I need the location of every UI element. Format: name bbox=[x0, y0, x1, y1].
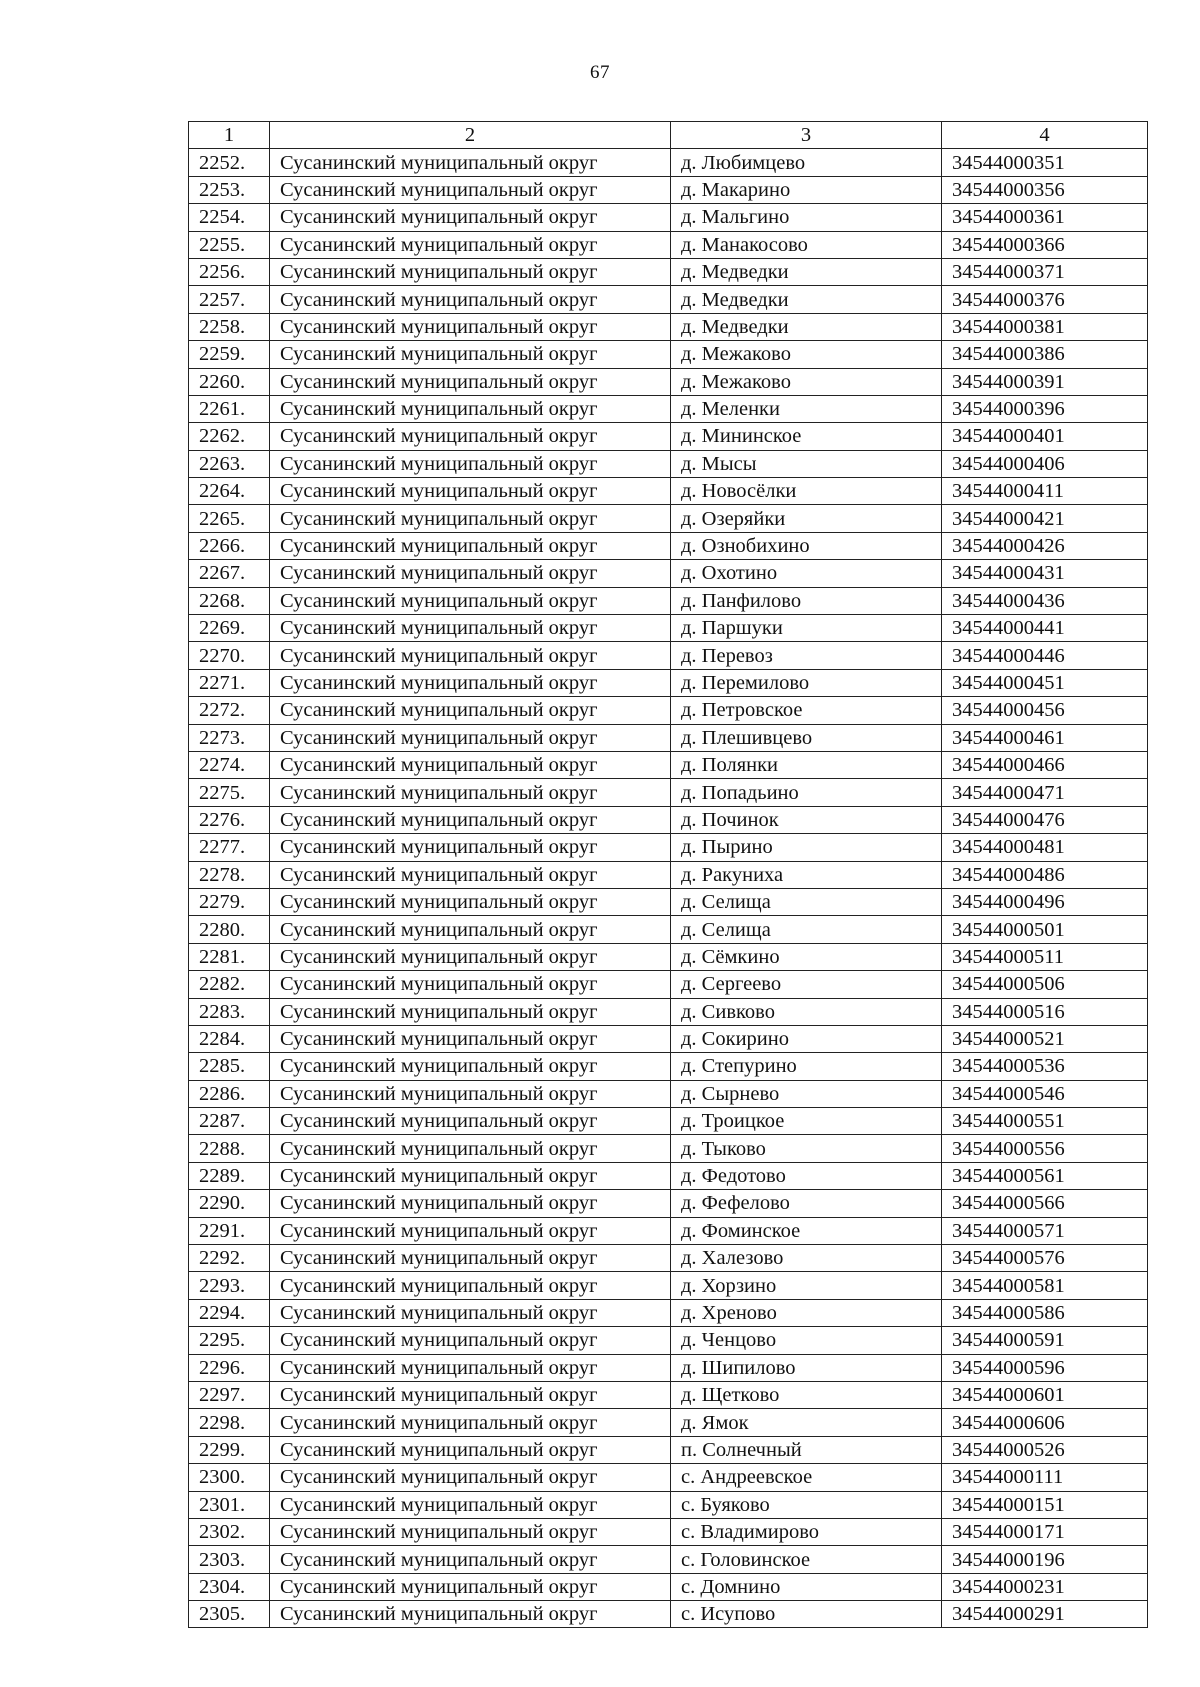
settlement-cell: д. Перемилово bbox=[671, 669, 942, 696]
settlement-cell: д. Медведки bbox=[671, 258, 942, 285]
table-row bbox=[189, 587, 1148, 614]
district-cell: Сусанинский муниципальный округ bbox=[270, 1464, 671, 1491]
table-body bbox=[189, 149, 1148, 1628]
row-number-cell: 2261. bbox=[189, 395, 270, 422]
row-number-cell: 2273. bbox=[189, 724, 270, 751]
table-row bbox=[189, 971, 1148, 998]
table-row bbox=[189, 861, 1148, 888]
table-row bbox=[189, 1464, 1148, 1491]
code-cell: 34544000401 bbox=[942, 423, 1148, 450]
settlement-cell: д. Попадьино bbox=[671, 779, 942, 806]
code-cell: 34544000456 bbox=[942, 697, 1148, 724]
code-cell: 34544000171 bbox=[942, 1518, 1148, 1545]
table-row bbox=[189, 615, 1148, 642]
settlement-cell: д. Охотино bbox=[671, 560, 942, 587]
row-number-cell: 2265. bbox=[189, 505, 270, 532]
table-row bbox=[189, 1409, 1148, 1436]
row-number-cell: 2262. bbox=[189, 423, 270, 450]
code-cell: 34544000581 bbox=[942, 1272, 1148, 1299]
district-cell: Сусанинский муниципальный округ bbox=[270, 751, 671, 778]
table-row bbox=[189, 478, 1148, 505]
code-cell: 34544000481 bbox=[942, 834, 1148, 861]
table-row bbox=[189, 204, 1148, 231]
row-number-cell: 2253. bbox=[189, 176, 270, 203]
district-cell: Сусанинский муниципальный округ bbox=[270, 1327, 671, 1354]
district-cell: Сусанинский муниципальный округ bbox=[270, 1190, 671, 1217]
district-cell: Сусанинский муниципальный округ bbox=[270, 669, 671, 696]
row-number-cell: 2256. bbox=[189, 258, 270, 285]
settlement-cell: д. Степурино bbox=[671, 1053, 942, 1080]
district-cell: Сусанинский муниципальный округ bbox=[270, 532, 671, 559]
row-number-cell: 2288. bbox=[189, 1135, 270, 1162]
settlement-cell: д. Фоминское bbox=[671, 1217, 942, 1244]
settlement-cell: д. Плешивцево bbox=[671, 724, 942, 751]
code-cell: 34544000601 bbox=[942, 1381, 1148, 1408]
settlement-cell: с. Владимирово bbox=[671, 1518, 942, 1545]
district-cell: Сусанинский муниципальный округ bbox=[270, 176, 671, 203]
code-cell: 34544000461 bbox=[942, 724, 1148, 751]
settlement-cell: с. Головинское bbox=[671, 1546, 942, 1573]
code-cell: 34544000596 bbox=[942, 1354, 1148, 1381]
settlement-cell: д. Ямок bbox=[671, 1409, 942, 1436]
code-cell: 34544000436 bbox=[942, 587, 1148, 614]
table-row bbox=[189, 1491, 1148, 1518]
settlement-cell: д. Федотово bbox=[671, 1162, 942, 1189]
code-cell: 34544000446 bbox=[942, 642, 1148, 669]
row-number-cell: 2257. bbox=[189, 286, 270, 313]
table-row bbox=[189, 724, 1148, 751]
code-cell: 34544000366 bbox=[942, 231, 1148, 258]
row-number-cell: 2252. bbox=[189, 149, 270, 176]
district-cell: Сусанинский муниципальный округ bbox=[270, 615, 671, 642]
table-row bbox=[189, 176, 1148, 203]
code-cell: 34544000571 bbox=[942, 1217, 1148, 1244]
district-cell: Сусанинский муниципальный округ bbox=[270, 258, 671, 285]
settlement-cell: д. Сокирино bbox=[671, 1025, 942, 1052]
table-row bbox=[189, 423, 1148, 450]
row-number-cell: 2276. bbox=[189, 806, 270, 833]
table-row bbox=[189, 368, 1148, 395]
row-number-cell: 2280. bbox=[189, 916, 270, 943]
row-number-cell: 2277. bbox=[189, 834, 270, 861]
row-number-cell: 2269. bbox=[189, 615, 270, 642]
code-cell: 34544000471 bbox=[942, 779, 1148, 806]
district-cell: Сусанинский муниципальный округ bbox=[270, 998, 671, 1025]
district-cell: Сусанинский муниципальный округ bbox=[270, 834, 671, 861]
settlement-cell: д. Макарино bbox=[671, 176, 942, 203]
column-header: 3 bbox=[671, 122, 942, 149]
table-row bbox=[189, 450, 1148, 477]
column-header: 2 bbox=[270, 122, 671, 149]
district-cell: Сусанинский муниципальный округ bbox=[270, 149, 671, 176]
row-number-cell: 2254. bbox=[189, 204, 270, 231]
district-cell: Сусанинский муниципальный округ bbox=[270, 1436, 671, 1463]
district-cell: Сусанинский муниципальный округ bbox=[270, 478, 671, 505]
district-cell: Сусанинский муниципальный округ bbox=[270, 1025, 671, 1052]
district-cell: Сусанинский муниципальный округ bbox=[270, 560, 671, 587]
settlement-cell: д. Халезово bbox=[671, 1245, 942, 1272]
row-number-cell: 2285. bbox=[189, 1053, 270, 1080]
table-row bbox=[189, 1108, 1148, 1135]
district-cell: Сусанинский муниципальный округ bbox=[270, 395, 671, 422]
district-cell: Сусанинский муниципальный округ bbox=[270, 971, 671, 998]
code-cell: 34544000406 bbox=[942, 450, 1148, 477]
settlement-cell: д. Мысы bbox=[671, 450, 942, 477]
table-row bbox=[189, 1053, 1148, 1080]
code-cell: 34544000361 bbox=[942, 204, 1148, 231]
district-cell: Сусанинский муниципальный округ bbox=[270, 286, 671, 313]
row-number-cell: 2300. bbox=[189, 1464, 270, 1491]
table-row bbox=[189, 395, 1148, 422]
settlement-cell: с. Буяково bbox=[671, 1491, 942, 1518]
settlement-cell: д. Любимцево bbox=[671, 149, 942, 176]
table-row bbox=[189, 1601, 1148, 1628]
row-number-cell: 2263. bbox=[189, 450, 270, 477]
settlement-cell: д. Щетково bbox=[671, 1381, 942, 1408]
code-cell: 34544000476 bbox=[942, 806, 1148, 833]
table-row bbox=[189, 697, 1148, 724]
district-cell: Сусанинский муниципальный округ bbox=[270, 313, 671, 340]
table-row bbox=[189, 1162, 1148, 1189]
table-row bbox=[189, 1436, 1148, 1463]
row-number-cell: 2297. bbox=[189, 1381, 270, 1408]
code-cell: 34544000196 bbox=[942, 1546, 1148, 1573]
code-cell: 34544000496 bbox=[942, 888, 1148, 915]
district-cell: Сусанинский муниципальный округ bbox=[270, 1354, 671, 1381]
district-cell: Сусанинский муниципальный округ bbox=[270, 341, 671, 368]
settlement-cell: д. Сырнево bbox=[671, 1080, 942, 1107]
settlement-cell: д. Починок bbox=[671, 806, 942, 833]
row-number-cell: 2274. bbox=[189, 751, 270, 778]
row-number-cell: 2281. bbox=[189, 943, 270, 970]
settlement-cell: д. Озеряйки bbox=[671, 505, 942, 532]
settlement-cell: д. Межаково bbox=[671, 341, 942, 368]
row-number-cell: 2255. bbox=[189, 231, 270, 258]
settlement-cell: д. Манакосово bbox=[671, 231, 942, 258]
district-cell: Сусанинский муниципальный округ bbox=[270, 423, 671, 450]
settlement-cell: д. Межаково bbox=[671, 368, 942, 395]
row-number-cell: 2295. bbox=[189, 1327, 270, 1354]
table-row bbox=[189, 1025, 1148, 1052]
row-number-cell: 2292. bbox=[189, 1245, 270, 1272]
district-cell: Сусанинский муниципальный округ bbox=[270, 450, 671, 477]
table-row bbox=[189, 505, 1148, 532]
settlement-cell: д. Мальгино bbox=[671, 204, 942, 231]
row-number-cell: 2284. bbox=[189, 1025, 270, 1052]
column-header: 4 bbox=[942, 122, 1148, 149]
row-number-cell: 2278. bbox=[189, 861, 270, 888]
district-cell: Сусанинский муниципальный округ bbox=[270, 1299, 671, 1326]
settlement-cell: с. Андреевское bbox=[671, 1464, 942, 1491]
table-row bbox=[189, 313, 1148, 340]
table-row bbox=[189, 642, 1148, 669]
district-cell: Сусанинский муниципальный округ bbox=[270, 1217, 671, 1244]
district-cell: Сусанинский муниципальный округ bbox=[270, 1409, 671, 1436]
settlement-cell: д. Хорзино bbox=[671, 1272, 942, 1299]
code-cell: 34544000231 bbox=[942, 1573, 1148, 1600]
settlement-cell: д. Новосёлки bbox=[671, 478, 942, 505]
district-cell: Сусанинский муниципальный округ bbox=[270, 1546, 671, 1573]
settlement-cell: д. Меленки bbox=[671, 395, 942, 422]
district-cell: Сусанинский муниципальный округ bbox=[270, 505, 671, 532]
row-number-cell: 2275. bbox=[189, 779, 270, 806]
row-number-cell: 2299. bbox=[189, 1436, 270, 1463]
row-number-cell: 2301. bbox=[189, 1491, 270, 1518]
table-row bbox=[189, 1272, 1148, 1299]
code-cell: 34544000576 bbox=[942, 1245, 1148, 1272]
district-cell: Сусанинский муниципальный округ bbox=[270, 1108, 671, 1135]
code-cell: 34544000561 bbox=[942, 1162, 1148, 1189]
district-cell: Сусанинский муниципальный округ bbox=[270, 697, 671, 724]
code-cell: 34544000421 bbox=[942, 505, 1148, 532]
code-cell: 34544000511 bbox=[942, 943, 1148, 970]
row-number-cell: 2304. bbox=[189, 1573, 270, 1600]
district-cell: Сусанинский муниципальный округ bbox=[270, 642, 671, 669]
code-cell: 34544000391 bbox=[942, 368, 1148, 395]
district-cell: Сусанинский муниципальный округ bbox=[270, 1381, 671, 1408]
row-number-cell: 2270. bbox=[189, 642, 270, 669]
settlement-cell: д. Мининское bbox=[671, 423, 942, 450]
row-number-cell: 2272. bbox=[189, 697, 270, 724]
table-row bbox=[189, 998, 1148, 1025]
row-number-cell: 2283. bbox=[189, 998, 270, 1025]
code-cell: 34544000516 bbox=[942, 998, 1148, 1025]
code-cell: 34544000426 bbox=[942, 532, 1148, 559]
table-row bbox=[189, 1080, 1148, 1107]
code-cell: 34544000486 bbox=[942, 861, 1148, 888]
code-cell: 34544000356 bbox=[942, 176, 1148, 203]
code-cell: 34544000521 bbox=[942, 1025, 1148, 1052]
table-row bbox=[189, 231, 1148, 258]
code-cell: 34544000586 bbox=[942, 1299, 1148, 1326]
table-row bbox=[189, 1217, 1148, 1244]
row-number-cell: 2291. bbox=[189, 1217, 270, 1244]
table-row bbox=[189, 1135, 1148, 1162]
settlement-cell: д. Ченцово bbox=[671, 1327, 942, 1354]
settlement-cell: д. Медведки bbox=[671, 313, 942, 340]
code-cell: 34544000536 bbox=[942, 1053, 1148, 1080]
code-cell: 34544000371 bbox=[942, 258, 1148, 285]
row-number-cell: 2298. bbox=[189, 1409, 270, 1436]
row-number-cell: 2302. bbox=[189, 1518, 270, 1545]
code-cell: 34544000551 bbox=[942, 1108, 1148, 1135]
code-cell: 34544000546 bbox=[942, 1080, 1148, 1107]
header-row bbox=[189, 122, 1148, 149]
row-number-cell: 2290. bbox=[189, 1190, 270, 1217]
row-number-cell: 2282. bbox=[189, 971, 270, 998]
settlement-cell: д. Шипилово bbox=[671, 1354, 942, 1381]
district-cell: Сусанинский муниципальный округ bbox=[270, 724, 671, 751]
district-cell: Сусанинский муниципальный округ bbox=[270, 861, 671, 888]
district-cell: Сусанинский муниципальный округ bbox=[270, 204, 671, 231]
table-row bbox=[189, 751, 1148, 778]
code-cell: 34544000411 bbox=[942, 478, 1148, 505]
table-row bbox=[189, 532, 1148, 559]
table-row bbox=[189, 888, 1148, 915]
district-cell: Сусанинский муниципальный округ bbox=[270, 1053, 671, 1080]
row-number-cell: 2286. bbox=[189, 1080, 270, 1107]
row-number-cell: 2294. bbox=[189, 1299, 270, 1326]
table-row bbox=[189, 560, 1148, 587]
table-row bbox=[189, 1190, 1148, 1217]
code-cell: 34544000466 bbox=[942, 751, 1148, 778]
table-row bbox=[189, 943, 1148, 970]
district-cell: Сусанинский муниципальный округ bbox=[270, 1080, 671, 1107]
row-number-cell: 2266. bbox=[189, 532, 270, 559]
code-cell: 34544000376 bbox=[942, 286, 1148, 313]
table-row bbox=[189, 806, 1148, 833]
row-number-cell: 2287. bbox=[189, 1108, 270, 1135]
settlement-cell: с. Домнино bbox=[671, 1573, 942, 1600]
code-cell: 34544000381 bbox=[942, 313, 1148, 340]
settlement-cell: д. Полянки bbox=[671, 751, 942, 778]
settlement-cell: д. Хреново bbox=[671, 1299, 942, 1326]
settlement-cell: д. Фефелово bbox=[671, 1190, 942, 1217]
row-number-cell: 2289. bbox=[189, 1162, 270, 1189]
district-cell: Сусанинский муниципальный округ bbox=[270, 779, 671, 806]
district-cell: Сусанинский муниципальный округ bbox=[270, 888, 671, 915]
settlement-cell: д. Селища bbox=[671, 916, 942, 943]
table-row bbox=[189, 341, 1148, 368]
settlement-cell: д. Панфилово bbox=[671, 587, 942, 614]
row-number-cell: 2259. bbox=[189, 341, 270, 368]
registry-table bbox=[188, 121, 1148, 1628]
district-cell: Сусанинский муниципальный округ bbox=[270, 1245, 671, 1272]
settlement-cell: д. Медведки bbox=[671, 286, 942, 313]
table-row bbox=[189, 1573, 1148, 1600]
row-number-cell: 2305. bbox=[189, 1601, 270, 1628]
settlement-cell: д. Перевоз bbox=[671, 642, 942, 669]
code-cell: 34544000451 bbox=[942, 669, 1148, 696]
settlement-cell: д. Тыково bbox=[671, 1135, 942, 1162]
table-row bbox=[189, 1518, 1148, 1545]
row-number-cell: 2260. bbox=[189, 368, 270, 395]
table-row bbox=[189, 286, 1148, 313]
row-number-cell: 2264. bbox=[189, 478, 270, 505]
code-cell: 34544000396 bbox=[942, 395, 1148, 422]
code-cell: 34544000606 bbox=[942, 1409, 1148, 1436]
code-cell: 34544000526 bbox=[942, 1436, 1148, 1463]
table-row bbox=[189, 916, 1148, 943]
table-row bbox=[189, 1354, 1148, 1381]
code-cell: 34544000501 bbox=[942, 916, 1148, 943]
settlement-cell: д. Сергеево bbox=[671, 971, 942, 998]
settlement-cell: д. Селища bbox=[671, 888, 942, 915]
code-cell: 34544000566 bbox=[942, 1190, 1148, 1217]
district-cell: Сусанинский муниципальный округ bbox=[270, 916, 671, 943]
code-cell: 34544000151 bbox=[942, 1491, 1148, 1518]
row-number-cell: 2271. bbox=[189, 669, 270, 696]
settlement-cell: д. Троицкое bbox=[671, 1108, 942, 1135]
settlement-cell: д. Сивково bbox=[671, 998, 942, 1025]
row-number-cell: 2303. bbox=[189, 1546, 270, 1573]
settlement-cell: д. Паршуки bbox=[671, 615, 942, 642]
code-cell: 34544000506 bbox=[942, 971, 1148, 998]
settlement-cell: д. Ракуниха bbox=[671, 861, 942, 888]
page-number: 67 bbox=[590, 62, 610, 83]
code-cell: 34544000351 bbox=[942, 149, 1148, 176]
settlement-cell: п. Солнечный bbox=[671, 1436, 942, 1463]
table-row bbox=[189, 1245, 1148, 1272]
district-cell: Сусанинский муниципальный округ bbox=[270, 231, 671, 258]
settlement-cell: д. Ознобихино bbox=[671, 532, 942, 559]
settlement-cell: д. Петровское bbox=[671, 697, 942, 724]
row-number-cell: 2268. bbox=[189, 587, 270, 614]
code-cell: 34544000111 bbox=[942, 1464, 1148, 1491]
code-cell: 34544000291 bbox=[942, 1601, 1148, 1628]
district-cell: Сусанинский муниципальный округ bbox=[270, 1491, 671, 1518]
settlement-cell: д. Пырино bbox=[671, 834, 942, 861]
table-row bbox=[189, 258, 1148, 285]
table-row bbox=[189, 834, 1148, 861]
settlement-cell: д. Сёмкино bbox=[671, 943, 942, 970]
district-cell: Сусанинский муниципальный округ bbox=[270, 806, 671, 833]
code-cell: 34544000431 bbox=[942, 560, 1148, 587]
district-cell: Сусанинский муниципальный округ bbox=[270, 1518, 671, 1545]
district-cell: Сусанинский муниципальный округ bbox=[270, 943, 671, 970]
district-cell: Сусанинский муниципальный округ bbox=[270, 587, 671, 614]
table-row bbox=[189, 1381, 1148, 1408]
table-row bbox=[189, 1546, 1148, 1573]
district-cell: Сусанинский муниципальный округ bbox=[270, 1272, 671, 1299]
table-row bbox=[189, 1299, 1148, 1326]
table-row bbox=[189, 779, 1148, 806]
row-number-cell: 2293. bbox=[189, 1272, 270, 1299]
district-cell: Сусанинский муниципальный округ bbox=[270, 1601, 671, 1628]
row-number-cell: 2258. bbox=[189, 313, 270, 340]
settlement-cell: с. Исупово bbox=[671, 1601, 942, 1628]
code-cell: 34544000441 bbox=[942, 615, 1148, 642]
code-cell: 34544000591 bbox=[942, 1327, 1148, 1354]
district-cell: Сусанинский муниципальный округ bbox=[270, 1573, 671, 1600]
table-row bbox=[189, 1327, 1148, 1354]
column-header: 1 bbox=[189, 122, 270, 149]
row-number-cell: 2279. bbox=[189, 888, 270, 915]
code-cell: 34544000556 bbox=[942, 1135, 1148, 1162]
row-number-cell: 2267. bbox=[189, 560, 270, 587]
district-cell: Сусанинский муниципальный округ bbox=[270, 1135, 671, 1162]
district-cell: Сусанинский муниципальный округ bbox=[270, 368, 671, 395]
code-cell: 34544000386 bbox=[942, 341, 1148, 368]
row-number-cell: 2296. bbox=[189, 1354, 270, 1381]
district-cell: Сусанинский муниципальный округ bbox=[270, 1162, 671, 1189]
table-row bbox=[189, 149, 1148, 176]
table-row bbox=[189, 669, 1148, 696]
